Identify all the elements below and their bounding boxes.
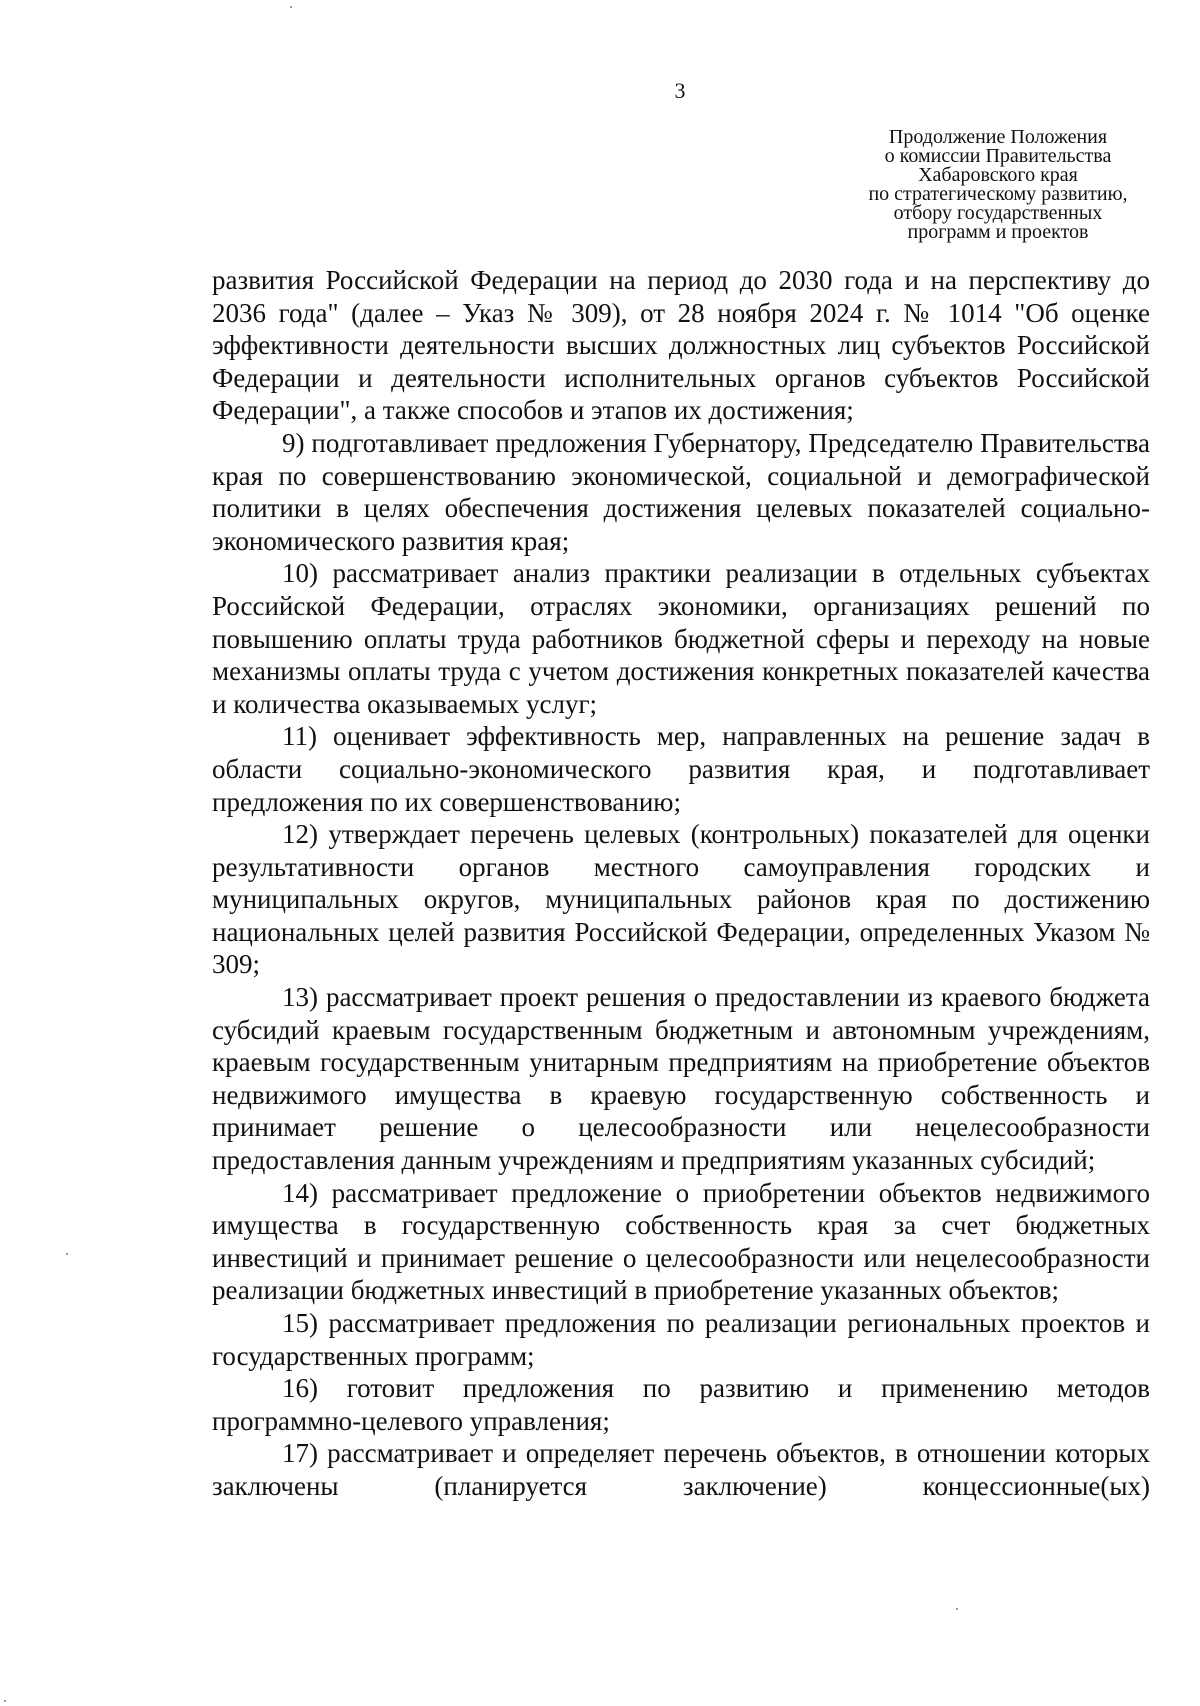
scan-speck bbox=[4, 1700, 6, 1702]
document-body bbox=[212, 264, 1150, 1503]
header-line: Хабаровского края bbox=[918, 164, 1078, 186]
header-line: программ и проектов bbox=[907, 221, 1089, 243]
document-header-note bbox=[852, 128, 1144, 242]
paragraph-item-9: 9) подготавливает предложения Губернатору, Председателю Правительства края по совершенствованию экономической, социальной и демографической политики в целях обеспечения достижения целевых показателей социально-экономического развития края; bbox=[212, 427, 1150, 556]
header-line: отбору государственных bbox=[893, 202, 1103, 224]
header-line: Продолжение Положения bbox=[888, 126, 1108, 148]
paragraph-item-16: 16) готовит предложения по развитию и применению методов программно-целевого управления; bbox=[212, 1373, 1150, 1436]
page-number: 3 bbox=[674, 78, 686, 103]
scan-speck bbox=[290, 6, 292, 8]
paragraph-item-17: 17) рассматривает и определяет перечень объектов, в отношении которых заключены (планируется заключение) концессионные(ых) bbox=[212, 1438, 1150, 1501]
scan-speck bbox=[956, 1608, 958, 1610]
header-line: по стратегическому развитию, bbox=[868, 183, 1128, 205]
paragraph-item-15: 15) рассматривает предложения по реализации региональных проектов и государственных программ; bbox=[212, 1308, 1150, 1371]
scan-speck bbox=[66, 1253, 68, 1255]
header-line: о комиссии Правительства bbox=[884, 145, 1112, 167]
paragraph-item-13: 13) рассматривает проект решения о предоставлении из краевого бюджета субсидий краевым государственным бюджетным и автономным учреждениям, краевым государственным унитарным предприятиям на приобретение объектов недвижимого имущества в краевую государственную собственность и принимает решение о целесообразности или нецелесообразности предоставления данным учреждениям и предприятиям указанных субсидий; bbox=[212, 982, 1150, 1176]
paragraph-item-10: 10) рассматривает анализ практики реализации в отдельных субъектах Российской Федерации, отраслях экономики, организациях решений по повышению оплаты труда работников бюджетной сферы и переходу на новые механизмы оплаты труда с учетом достижения конкретных показателей качества и количества оказываемых услуг; bbox=[212, 558, 1150, 719]
paragraph-item-14: 14) рассматривает предложение о приобретении объектов недвижимого имущества в государственную собственность края за счет бюджетных инвестиций и принимает решение о целесообразности или нецелесообразности реализации бюджетных инвестиций в приобретение указанных объектов; bbox=[212, 1177, 1150, 1306]
paragraph-item-11: 11) оценивает эффективность мер, направленных на решение задач в области социально-экономического развития края, и подготавливает предложения по их совершенствованию; bbox=[212, 721, 1150, 817]
paragraph-item-12: 12) утверждает перечень целевых (контрольных) показателей для оценки результативности органов местного самоуправления городских и муниципальных округов, муниципальных районов края по достижению национальных целей развития Российской Федерации, определенных Указом № 309; bbox=[212, 819, 1150, 980]
paragraph-continuation: развития Российской Федерации на период до 2030 года и на перспективу до 2036 года" (далее – Указ № 309), от 28 ноября 2024 г. № 1014 "Об оценке эффективности деятельности высших должностных лиц субъектов Российской Федерации и деятельности исполнительных органов субъектов Российской Федерации", а также способов и этапов их достижения; bbox=[212, 265, 1150, 426]
